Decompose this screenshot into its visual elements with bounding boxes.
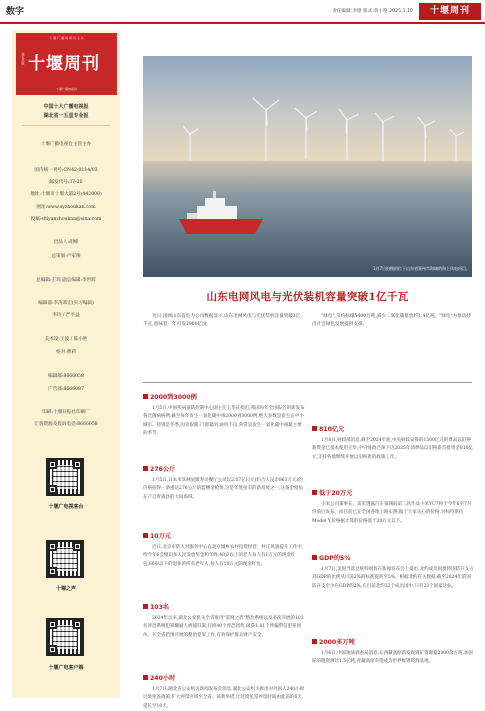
- news-item: [312, 553, 474, 591]
- notice-line-2: 湖北省一五星专业报: [43, 113, 89, 119]
- editor-meta: 责任编辑:李德 版式:蒋小艳 2025.1.10: [332, 9, 413, 14]
- header-logo: 十堰周刊: [419, 3, 481, 20]
- info-line: 网址:www.syzhoukan.com: [36, 205, 96, 210]
- item-body: 2024年以来,湖北公安机关全省推进"雷网之盾"整治系统以及多次开展的103名涉恐系统犯罪嫌疑人被捕归案,打掉40个涉恐团伙,破获1.81个涉骗帮信犯罪团伙。在全省范围开展的整治犯罪工作,有效保护群众财产安全。: [143, 616, 304, 638]
- info-line: 投稿:shiyanzhoukan@sina.com: [30, 217, 102, 222]
- item-body: 1月5日,中国疾病预防控制中心副主任王华庆指出,我国每年全国报告的新发布鲁氏菌病病例,截至每年发生一氧化碳中毒2000到3000例,绝大多数是发生在中小城市。特别是冬季,因为取暖,门窗紧闭,通风不良,常常是发生一氧化碳中毒最主要的季节。: [143, 406, 305, 436]
- item-heading: 2000多万吨: [312, 637, 474, 646]
- qr-label: 十堰广电客户端: [48, 665, 84, 671]
- notice-line-1: 中国十大广播电视报: [43, 104, 89, 110]
- item-heading: 低于20万元: [312, 488, 474, 497]
- item-heading: 103名: [143, 602, 305, 611]
- staff-line: 编辑部:李涛邓宏(实习编辑): [38, 301, 94, 306]
- qr-eye: [48, 567, 57, 576]
- photo-caption: 1月7日拍摄的位于山东省莱州市海域的海上风电项目。: [372, 266, 470, 271]
- publisher: 十堰广播电视台主管主办: [40, 142, 92, 147]
- masthead: [16, 33, 117, 95]
- qr-eye: [48, 485, 57, 494]
- printing-line: 印刷:十堰日报社印刷厂: [42, 410, 90, 415]
- qr-label: 十堰之声: [55, 586, 76, 592]
- staff-line: 总编辑:王玮 副总编辑:李世辉: [36, 278, 96, 283]
- divider: [143, 382, 472, 383]
- divider: [22, 125, 110, 126]
- qr-code[interactable]: [46, 618, 84, 656]
- item-heading: GDP的5%: [312, 553, 474, 562]
- masthead-title: 十堰周刊: [28, 54, 100, 74]
- qr-eye: [73, 460, 82, 469]
- item-body: 1月6日,中国地质调查局消息,在西藏高原新发现锂矿资源量2000余万吨,加国际的锂资源达1.5亿吨,青藏高原有望成为世界级锂资源基地。: [312, 651, 473, 665]
- staff-line: 李玲 / 严平益: [52, 313, 80, 318]
- staff-line: 美术设:王波 / 陈小艳: [44, 337, 88, 342]
- qr-eye: [73, 542, 82, 551]
- item-heading: 276公斤: [143, 464, 305, 473]
- item-heading: 810亿元: [312, 424, 474, 433]
- item-body: 1月8日,财政部消息,截至2024年底,中央财政安排的1500亿元的费品以旧换新资金已基本使用完毕,中央财政已预下达2025年消费品以旧换新首批资金810亿元,支持各地继续开展以旧换新的政策工作。: [312, 438, 473, 460]
- item-body: 近日,北京市防人对服务中心在北京城乡农村投资经营、村庄风貌提升工作中,给今年6会相识多人民发放奖金和年终,40岁以上的老人每人有1万元的现金红包,60岁以下的退休的所有老年人,每人有10万元的现金红包。: [143, 545, 304, 567]
- info-line: 地址:十堰市十堰大道2号(442000): [30, 192, 102, 197]
- info-line: 邮发代号:37-20: [49, 180, 83, 185]
- item-heading: 240小时: [143, 673, 305, 682]
- qr-eye: [48, 645, 57, 654]
- wind-farm-photo: [143, 56, 472, 277]
- news-item: [312, 637, 474, 667]
- phone-line: 广告部:8666087: [48, 387, 84, 392]
- article-headline: 山东电网风电与光伏装机容量突破1亿千瓦: [206, 291, 409, 303]
- qr-code[interactable]: [46, 540, 84, 578]
- lead-paragraph: "绿电",节约标煤5400万吨,减少二氧化碳排放约1.4亿吨。"绿电"为推动经济社会绿色发展提供支撑。: [312, 314, 471, 328]
- qr-eye: [48, 460, 57, 469]
- news-item: [143, 531, 305, 569]
- phone-line: 编辑部:8666058: [48, 374, 84, 379]
- news-item: [143, 464, 305, 502]
- printing-line: 汇客资源及投诉电话:8666058: [34, 422, 98, 427]
- item-body: 1月7日,美国当选总统特朗普在新闻发布会上提出,北约成员国要将国防开支占其GDP的比例从目前2%的标准提高至5%。根据北约有关数据,截至2024年的国防开支至少在GDP的2%,在目前北约32个成员国中,只有23个国家达标。: [312, 567, 474, 589]
- sidebar: [12, 30, 120, 698]
- staff-line: 出品人:胡峰: [53, 240, 79, 245]
- news-item: [143, 673, 305, 711]
- info-line: 国内统一刊号:CN42-0114/03: [34, 168, 98, 173]
- item-heading: 10万元: [143, 531, 305, 540]
- news-item: [143, 602, 305, 640]
- staff-line: 总策划:卢家俊: [51, 254, 81, 259]
- news-item: [143, 392, 305, 438]
- item-heading: 2000到3000例: [143, 392, 305, 401]
- qr-label: 十堰广电视客台: [48, 504, 84, 510]
- masthead-top: 十 堰 广 播 电 视 台 主 办: [49, 36, 84, 40]
- masthead-sub: 十堰广播电视台: [55, 87, 77, 91]
- item-body: 小米公司董事长、雷军透露汽车领域的第二款作品小米YU7将于今年6至7月份前后发布。而目前已在全国各地上路实测,据于大家关心的价格,对标特斯拉Model Y,价格据计算的价格低于20万元以下。: [312, 502, 472, 524]
- masthead-vertical: 周五出版: [21, 53, 25, 65]
- news-item: [312, 424, 474, 462]
- qr-eye: [48, 620, 57, 629]
- item-body: 1月5日,日本米其林星级寿司餐厅公司以2.07亿日元(约合人民币963万元)的价格拍得一条重达276公斤的蓝鳍金枪鱼,这是年度拍卖的新高度之一,这条金枪鱼在产自青森县的大间海域。: [143, 478, 303, 500]
- lead-paragraph: 近日,国网山东省电力公司数据显示,山东电网风电与光伏装机容量突破1亿千瓦,意味着一年可发1900亿度: [143, 314, 301, 328]
- qr-code[interactable]: [46, 458, 84, 496]
- page-header: [0, 0, 485, 24]
- qr-eye: [73, 620, 82, 629]
- news-item: [312, 488, 474, 526]
- staff-line: 校对:曹莉: [56, 350, 76, 355]
- item-body: 1月7日,湖北省公安机关新闻发布会消息,湖北公安机关推出对外国人240小时过境免签政策,扩大停留区域至全省。该新举措,让过境免签停留时间由此前的6天延长至10天。: [143, 687, 305, 709]
- section-label: 数字: [6, 7, 25, 17]
- qr-eye: [48, 542, 57, 551]
